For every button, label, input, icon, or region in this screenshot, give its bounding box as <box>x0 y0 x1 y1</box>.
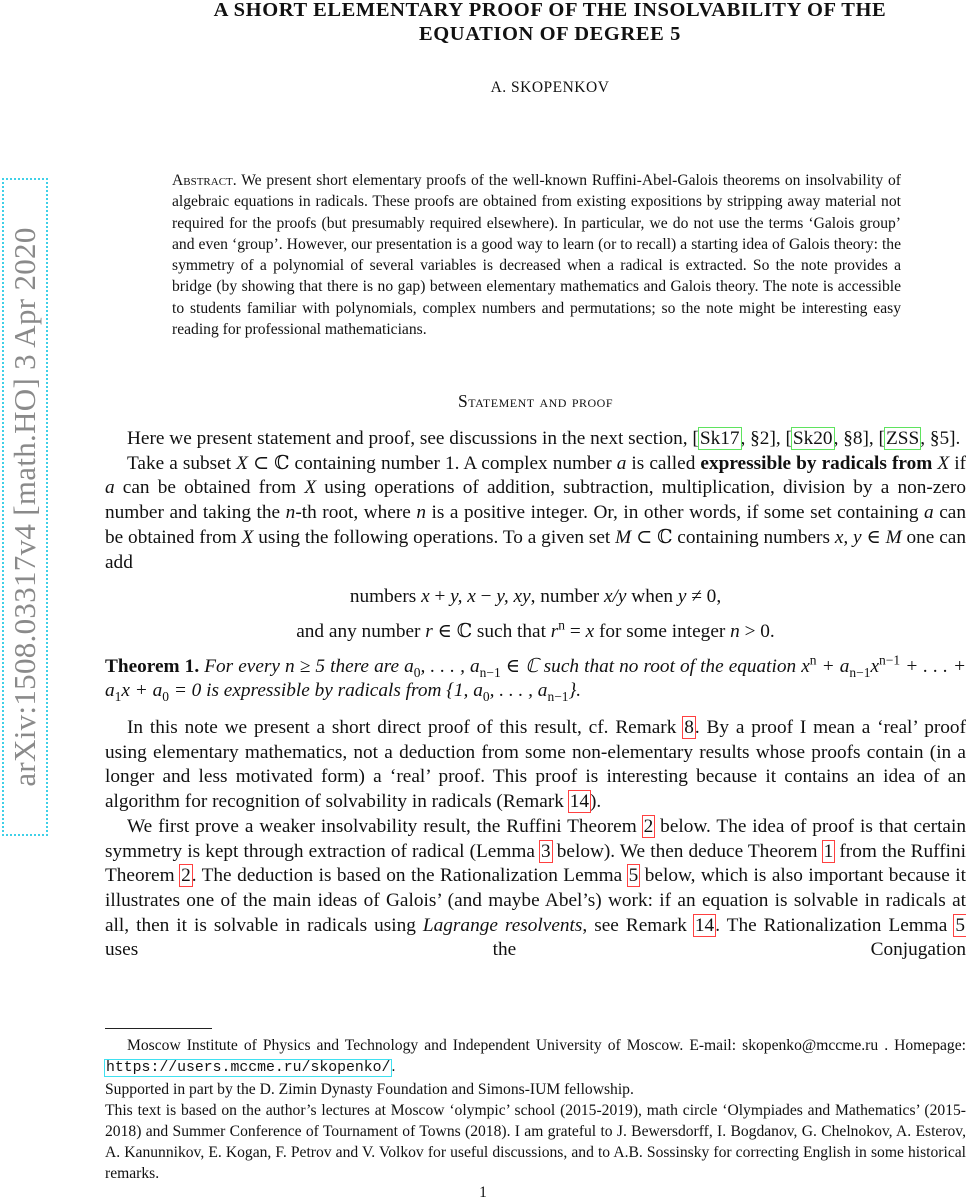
paragraph <box>105 427 966 452</box>
main-text <box>105 427 966 963</box>
text: below. The idea of proof is that certain symmetry is kept through extraction of radical (Lemma <box>105 815 966 862</box>
citation-link[interactable]: ZSS <box>885 428 920 449</box>
citation-link[interactable]: Sk20 <box>792 428 833 449</box>
title-line: A SHORT ELEMENTARY PROOF OF THE INSOLVABILITY OF THE <box>213 0 887 21</box>
text: We first prove a weaker insolvability result, the Ruffini Theorem <box>127 815 643 837</box>
math: y, xy <box>496 586 531 608</box>
reference-link[interactable]: 5 <box>628 865 639 887</box>
text: Here we present statement and proof, see discussions in the next section, [ <box>127 428 699 449</box>
reference-link[interactable]: 3 <box>541 840 551 862</box>
footnote <box>105 1100 966 1184</box>
math: n <box>416 502 426 524</box>
superscript: n <box>809 652 817 668</box>
footnote-rule <box>105 1028 212 1029</box>
subscript: 0 <box>413 664 421 680</box>
arxiv-stamp[interactable] <box>2 178 48 836</box>
url-link[interactable]: https://users.mccme.ru/skopenko/ <box>106 1060 391 1076</box>
paragraph <box>105 716 966 815</box>
text: = <box>565 620 586 642</box>
math: a <box>616 452 627 474</box>
math: X <box>304 477 317 499</box>
text: ∈ <box>861 526 886 548</box>
subscript: n−1 <box>849 664 871 680</box>
math: a <box>924 502 934 524</box>
paragraph <box>105 815 966 963</box>
section-heading: Statement and proof <box>457 391 614 411</box>
text: when <box>626 586 678 608</box>
text: uses the Conjugation <box>105 939 966 961</box>
theorem <box>105 652 966 705</box>
reference-link[interactable]: 14 <box>694 914 715 936</box>
math: y, x <box>450 586 476 608</box>
reference-link[interactable]: 5 <box>955 914 965 936</box>
reference-link[interactable]: 2 <box>181 865 191 887</box>
italic-text: + . . . + a <box>105 655 966 702</box>
math: x <box>585 620 595 642</box>
italic-text: , . . . , a <box>489 680 548 702</box>
text: from the Ruffini Theorem <box>105 840 966 887</box>
text: below, which is also important because it illustrates one of the main ideas of Galois’ (and maybe Abel’s) work: if an equation is solvable in radicals at all, then it is solvable in radicals using <box>105 865 966 936</box>
math: M <box>885 526 902 548</box>
text: In this note we present a short direct proof of this result, cf. Remark <box>127 717 684 739</box>
italic-text: }. <box>568 680 582 702</box>
italic-text: = 0 is expressible by radicals from {1, a <box>169 680 483 702</box>
reference-link[interactable]: 8 <box>684 717 694 739</box>
title-line: EQUATION OF DEGREE 5 <box>418 23 681 45</box>
text: − <box>475 586 497 608</box>
text: Supported in part by the D. Zimin Dynasty Foundation and Simons-IUM fellowship. <box>105 1081 634 1098</box>
math: M <box>615 526 632 548</box>
italic-text: x <box>870 655 880 677</box>
text: > 0. <box>739 620 775 642</box>
subscript: n−1 <box>479 664 501 680</box>
paragraph <box>105 452 966 576</box>
text: for some integer <box>594 620 731 642</box>
italic-text: For every n ≥ 5 there are a <box>199 655 414 677</box>
footnotes <box>105 1035 966 1184</box>
math: X <box>236 452 248 474</box>
text: , §8], [ <box>833 428 885 449</box>
math: n <box>285 502 296 524</box>
text: . The Rationalization Lemma <box>715 914 955 936</box>
text: and any number <box>296 620 426 642</box>
subscript: n−1 <box>547 689 569 705</box>
math: x <box>421 586 430 608</box>
text: -th root, where <box>295 502 417 524</box>
math: x, y <box>834 526 862 548</box>
reference-link[interactable]: 1 <box>823 840 834 862</box>
reference-link[interactable]: 14 <box>569 791 589 813</box>
page-number: 1 <box>479 1184 487 1201</box>
subscript: 0 <box>162 689 169 705</box>
abstract <box>172 170 901 340</box>
math: y <box>677 586 687 608</box>
citation-link[interactable]: Sk17 <box>699 428 740 449</box>
text: . The deduction is based on the Rationalization Lemma <box>191 865 628 887</box>
author: A. SKOPENKOV <box>490 79 610 96</box>
text: , number <box>530 586 604 608</box>
reference-link[interactable]: 2 <box>643 815 654 837</box>
smallcaps-label: Abstract. <box>172 172 237 189</box>
display-math <box>105 585 966 610</box>
superscript: n <box>558 617 566 633</box>
text: , §5]. <box>920 428 961 449</box>
italic-text: ∈ ℂ such that no root of the equation x <box>500 655 810 677</box>
math: n <box>730 620 740 642</box>
bold-text: expressible by radicals from <box>700 452 938 474</box>
superscript: n−1 <box>879 652 901 668</box>
italic-text: x + a <box>121 680 163 702</box>
text: Moscow Institute of Physics and Technology and Independent University of Moscow. E-mail: skopenko@mccme.ru . Homepage: <box>127 1037 966 1054</box>
text: is a positive integer. Or, in other words, if some set containing <box>425 502 925 524</box>
math: a <box>105 477 115 499</box>
paper-title <box>150 0 950 46</box>
bold-text: Theorem 1. <box>105 655 200 677</box>
text: Take a subset <box>127 452 237 474</box>
footnote <box>105 1035 966 1079</box>
display-math <box>105 617 966 645</box>
italic-text: , . . . , a <box>420 655 480 677</box>
text: using operations of addition, subtraction, multiplication, division by a non-zero number and taking the <box>105 477 966 524</box>
text: one can add <box>105 526 966 573</box>
text: using the following operations. To a given set <box>253 526 616 548</box>
text: , §2], [ <box>740 428 792 449</box>
math: r <box>550 620 559 642</box>
subscript: 1 <box>114 689 122 705</box>
math: X <box>241 526 254 548</box>
text: . <box>391 1058 396 1075</box>
subscript: 0 <box>482 689 490 705</box>
italic-text: Lagrange resolvents <box>422 914 583 936</box>
text: is called <box>626 452 701 474</box>
text: ≠ 0, <box>686 586 722 608</box>
text: ). <box>589 791 602 813</box>
arxiv-stamp-text: arXiv:1508.03317v4 [math.HO] 3 Apr 2020 <box>7 227 42 787</box>
math: r <box>425 620 433 642</box>
text: below). We then deduce Theorem <box>551 840 823 862</box>
text: can be obtained from <box>105 502 966 548</box>
text: . By a proof I mean a ‘real’ proof using elementary mathematics, not a deduction from some non-elementary results whose proofs contain (in a longer and less motivated form) a ‘real’ proof. This proof is interesting because it contains an idea of an algorithm for recognition of solvability in radicals (Remark <box>105 717 966 813</box>
math: x/y <box>604 586 627 608</box>
text: + <box>429 586 451 608</box>
text: This text is based on the author’s lectures at Moscow ‘olympic’ school (2015-2019), math circle ‘Olympiades and Mathematics’ (2015-2018) and Summer Conference of Tournament of Towns (2018). I am grateful to J. Bewersdorff, I. Bogdanov, G. Chelnokov, A. Esterov, A. Kanunnikov, E. Kogan, F. Petrov and V. Volkov for useful discussions, and to A.B. Sossinsky for correcting English in some historical remarks. <box>105 1102 966 1182</box>
text: ⊂ ℂ containing number 1. A complex number <box>247 452 617 474</box>
italic-text: + a <box>816 655 850 677</box>
footnote <box>105 1079 966 1100</box>
text: numbers <box>349 586 422 608</box>
math: X <box>937 452 950 474</box>
text: We present short elementary proofs of the well-known Ruffini-Abel-Galois theorems on insolvability of algebraic equations in radicals. These proofs are obtained from existing expositions by stripping away material not required for the proofs (but presumably required elsewhere). In particular, we do not use the terms ‘Galois group’ and even ‘group’. However, our presentation is a good way to learn (or to recall) a starting idea of Galois theory: the symmetry of a polynomial of several variables is decreased when a radical is extracted. So the note provides a bridge (by showing that there is no gap) between elementary mathematics and Galois theory. The note is accessible to students familiar with polynomials, complex numbers and permutations; so the note might be interesting easy reading for professional mathematicians. <box>172 172 901 339</box>
text: can be obtained from <box>114 477 305 499</box>
text: if <box>949 452 966 474</box>
text: ⊂ ℂ containing numbers <box>631 526 835 548</box>
text: , see Remark <box>582 914 694 936</box>
text: ∈ ℂ such that <box>432 620 551 642</box>
